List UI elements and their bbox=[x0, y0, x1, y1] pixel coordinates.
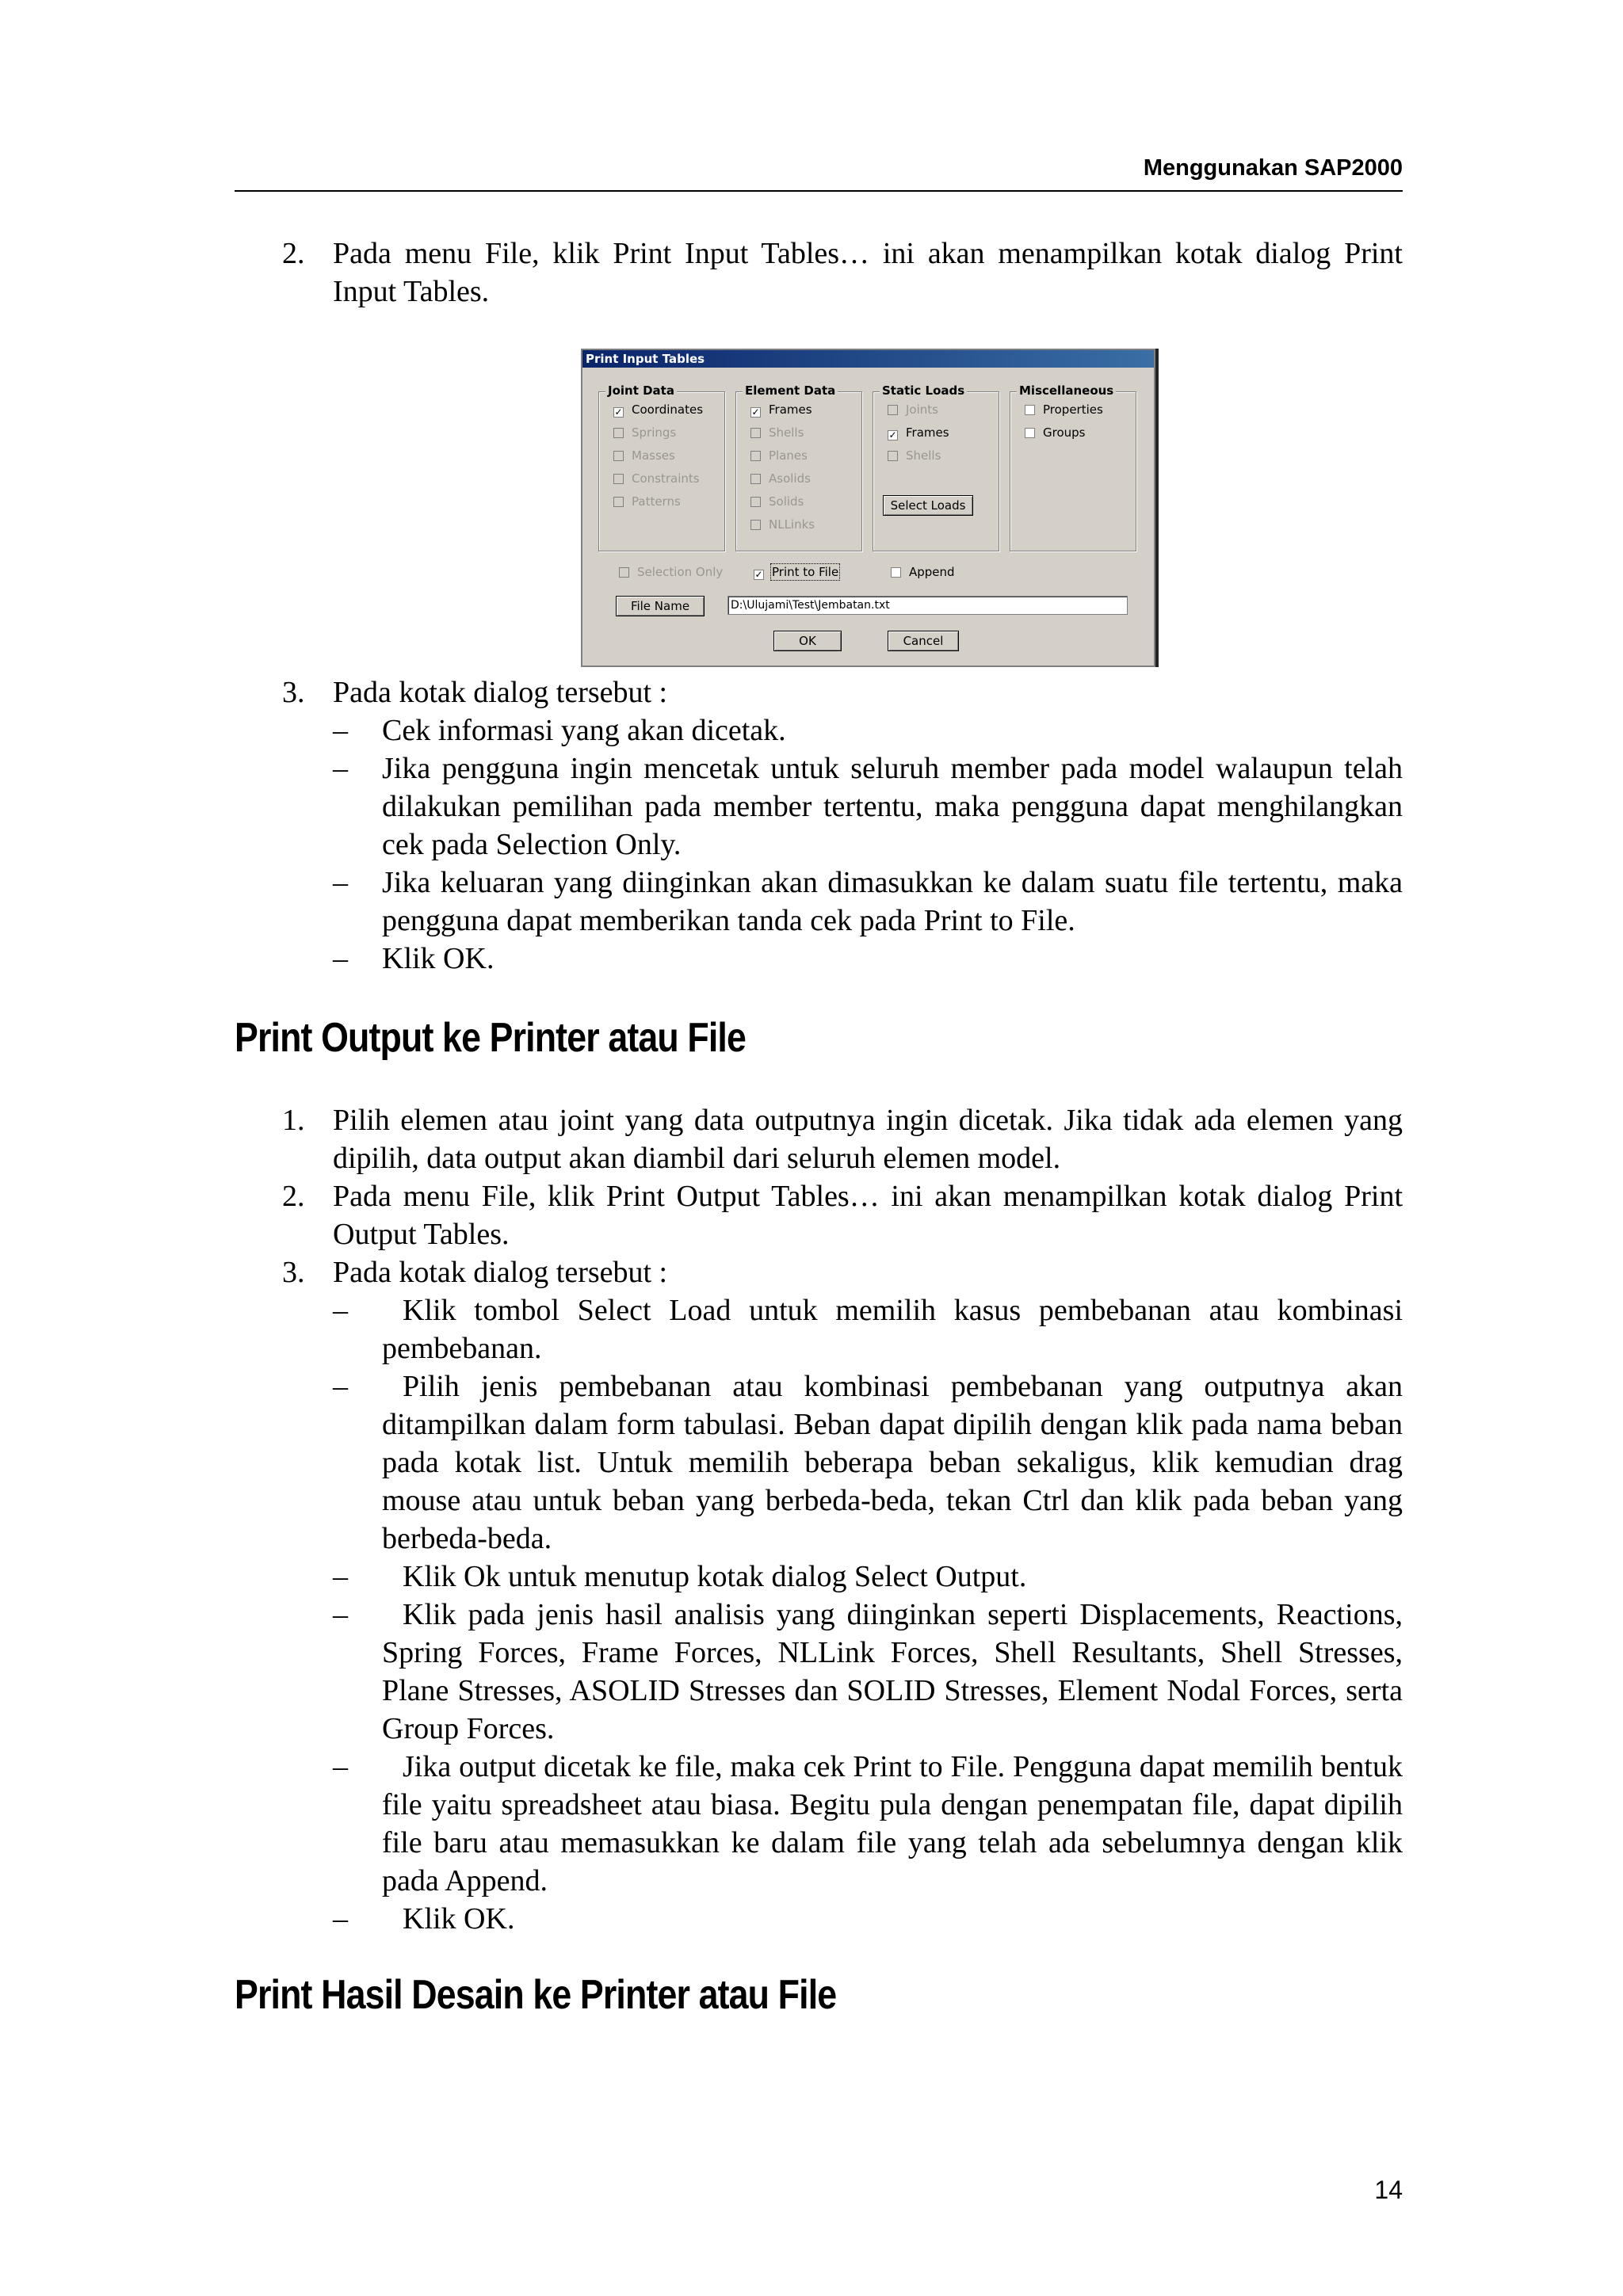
group-label: Element Data bbox=[743, 383, 838, 398]
checkbox-icon bbox=[750, 497, 761, 507]
bullet-item: – Cek informasi yang akan dicetak. bbox=[333, 714, 786, 747]
checkbox-icon bbox=[888, 451, 898, 461]
select-loads-button[interactable]: Select Loads bbox=[883, 495, 973, 516]
checkbox-static-frames[interactable]: ✓ Frames bbox=[888, 425, 949, 441]
list-item-2 bbox=[235, 235, 1403, 311]
checkbox-static-shells[interactable]: Shells bbox=[888, 448, 941, 463]
group-label: Miscellaneous bbox=[1017, 383, 1116, 398]
bullet-item: – Jika pengguna ingin mencetak untuk seluruh member pada model walaupun telah dilakukan pemilihan pada member tertentu, maka pengguna dapat menghilangkan cek pada Selection Only. bbox=[333, 752, 1403, 861]
checked-icon: ✓ bbox=[751, 406, 760, 418]
checkbox-icon bbox=[613, 428, 624, 438]
checkbox-frames[interactable]: ✓ Frames bbox=[751, 402, 812, 418]
checkbox-icon bbox=[613, 474, 624, 484]
checkbox-nllinks[interactable]: NLLinks bbox=[750, 517, 815, 532]
bullet-item: – Pilih jenis pembebanan atau kombinasi pembebanan yang outputnya akan ditampilkan dalam form tabulasi. Beban dapat dipilih dengan klik pada nama beban pada kotak list. Untuk memilih beberapa beban sekaligus, klik kemudian drag mouse atau untuk beban yang berbeda-beda, tekan Ctrl dan klik pada beban yang berbeda-beda. bbox=[333, 1370, 1403, 1555]
checkbox-groups[interactable]: Groups bbox=[1025, 425, 1085, 441]
checkbox-asolids[interactable]: Asolids bbox=[750, 471, 811, 486]
item-number: 2. bbox=[282, 237, 305, 270]
checkbox-icon bbox=[888, 405, 898, 415]
checkbox-icon bbox=[891, 567, 901, 578]
bullet-item: – Klik OK. bbox=[333, 942, 495, 975]
print-input-tables-dialog bbox=[581, 349, 1155, 667]
group-label: Static Loads bbox=[880, 383, 967, 398]
section2-list bbox=[235, 1101, 1403, 1938]
checkbox-icon bbox=[613, 497, 624, 507]
checked-icon: ✓ bbox=[614, 406, 623, 418]
checkbox-icon bbox=[613, 451, 624, 461]
checkbox-static-joints[interactable]: Joints bbox=[888, 402, 938, 418]
ok-button[interactable]: OK bbox=[773, 631, 842, 651]
bullet-item: – Jika keluaran yang diinginkan akan dimasukkan ke dalam suatu file tertentu, maka pengguna dapat memberikan tanda cek pada Print to File. bbox=[333, 866, 1403, 937]
file-path-field[interactable]: D:\Ulujami\Test\Jembatan.txt bbox=[727, 596, 1128, 615]
bullet-item: – Klik OK. bbox=[333, 1902, 515, 1936]
section-heading: Print Output ke Printer atau File bbox=[235, 1015, 746, 1061]
list-item: 1. Pilih elemen atau joint yang data outputnya ingin dicetak. Jika tidak ada elemen yang dipilih, data output akan diambil dari seluruh elemen model. bbox=[282, 1104, 1403, 1175]
page-number: 14 bbox=[1374, 2176, 1403, 2204]
checkbox-append[interactable]: Append bbox=[891, 564, 955, 580]
bullet-item: – Klik Ok untuk menutup kotak dialog Select Output. bbox=[333, 1560, 1027, 1593]
joint-data-group bbox=[598, 383, 725, 551]
running-header: Menggunakan SAP2000 bbox=[235, 155, 1403, 192]
checkbox-coordinates[interactable]: ✓ Coordinates bbox=[614, 402, 704, 418]
checkbox-planes[interactable]: Planes bbox=[750, 448, 808, 463]
checkbox-properties[interactable]: Properties bbox=[1025, 402, 1103, 418]
checkbox-masses[interactable]: Masses bbox=[613, 448, 675, 463]
static-loads-group bbox=[873, 383, 999, 551]
list-item: 3. Pada kotak dialog tersebut : bbox=[282, 1256, 668, 1289]
list-item: 2. Pada menu File, klik Print Output Tables… ini akan menampilkan kotak dialog Print Output Tables. bbox=[282, 1180, 1403, 1251]
item-text: Pada menu File, klik Print Input Tables… ini akan menampilkan kotak dialog Print Input Tables. bbox=[333, 237, 1403, 308]
checkbox-print-to-file[interactable]: ✓ Print to File bbox=[754, 565, 839, 580]
checkbox-springs[interactable]: Springs bbox=[613, 425, 676, 441]
checkbox-icon bbox=[750, 520, 761, 530]
checkbox-constraints[interactable]: Constraints bbox=[613, 471, 700, 486]
element-data-group bbox=[735, 383, 862, 551]
list-item-3 bbox=[235, 673, 1403, 978]
checkbox-selection-only[interactable]: Selection Only bbox=[619, 564, 723, 580]
checkbox-patterns[interactable]: Patterns bbox=[613, 494, 681, 509]
checkbox-icon bbox=[1025, 405, 1035, 415]
miscellaneous-group bbox=[1010, 383, 1136, 551]
bullet-item: – Klik tombol Select Load untuk memilih kasus pembebanan atau kombinasi pembebanan. bbox=[333, 1294, 1403, 1365]
dialog-title: Print Input Tables bbox=[582, 350, 1154, 368]
section-heading: Print Hasil Desain ke Printer atau File bbox=[235, 1972, 837, 2018]
checkbox-icon bbox=[619, 567, 629, 578]
checked-icon: ✓ bbox=[754, 569, 763, 580]
checkbox-icon bbox=[750, 474, 761, 484]
item-text: Pada kotak dialog tersebut : bbox=[333, 676, 668, 709]
item-number: 3. bbox=[282, 676, 305, 709]
checkbox-icon bbox=[750, 428, 761, 438]
bullet-item: – Jika output dicetak ke file, maka cek Print to File. Pengguna dapat memilih bentuk file yaitu spreadsheet atau biasa. Begitu pula dengan penempatan file, dapat dipilih file baru atau memasukkan ke dalam file yang telah ada sebelumnya dengan klik pada Append. bbox=[333, 1750, 1403, 1897]
checkbox-icon bbox=[1025, 428, 1035, 438]
checkbox-solids[interactable]: Solids bbox=[750, 494, 804, 509]
file-name-button[interactable]: File Name bbox=[616, 596, 705, 616]
bullet-item: – Klik pada jenis hasil analisis yang diinginkan seperti Displacements, Reactions, Spring Forces, Frame Forces, NLLink Forces, Shell Resultants, Shell Stresses, Plane Stresses, ASOLID Stresses dan SOLID Stresses, Element Nodal Forces, serta Group Forces. bbox=[333, 1598, 1403, 1745]
checkbox-icon bbox=[750, 451, 761, 461]
group-label: Joint Data bbox=[605, 383, 677, 398]
checked-icon: ✓ bbox=[888, 429, 897, 441]
cancel-button[interactable]: Cancel bbox=[888, 631, 959, 651]
checkbox-shells[interactable]: Shells bbox=[750, 425, 804, 441]
